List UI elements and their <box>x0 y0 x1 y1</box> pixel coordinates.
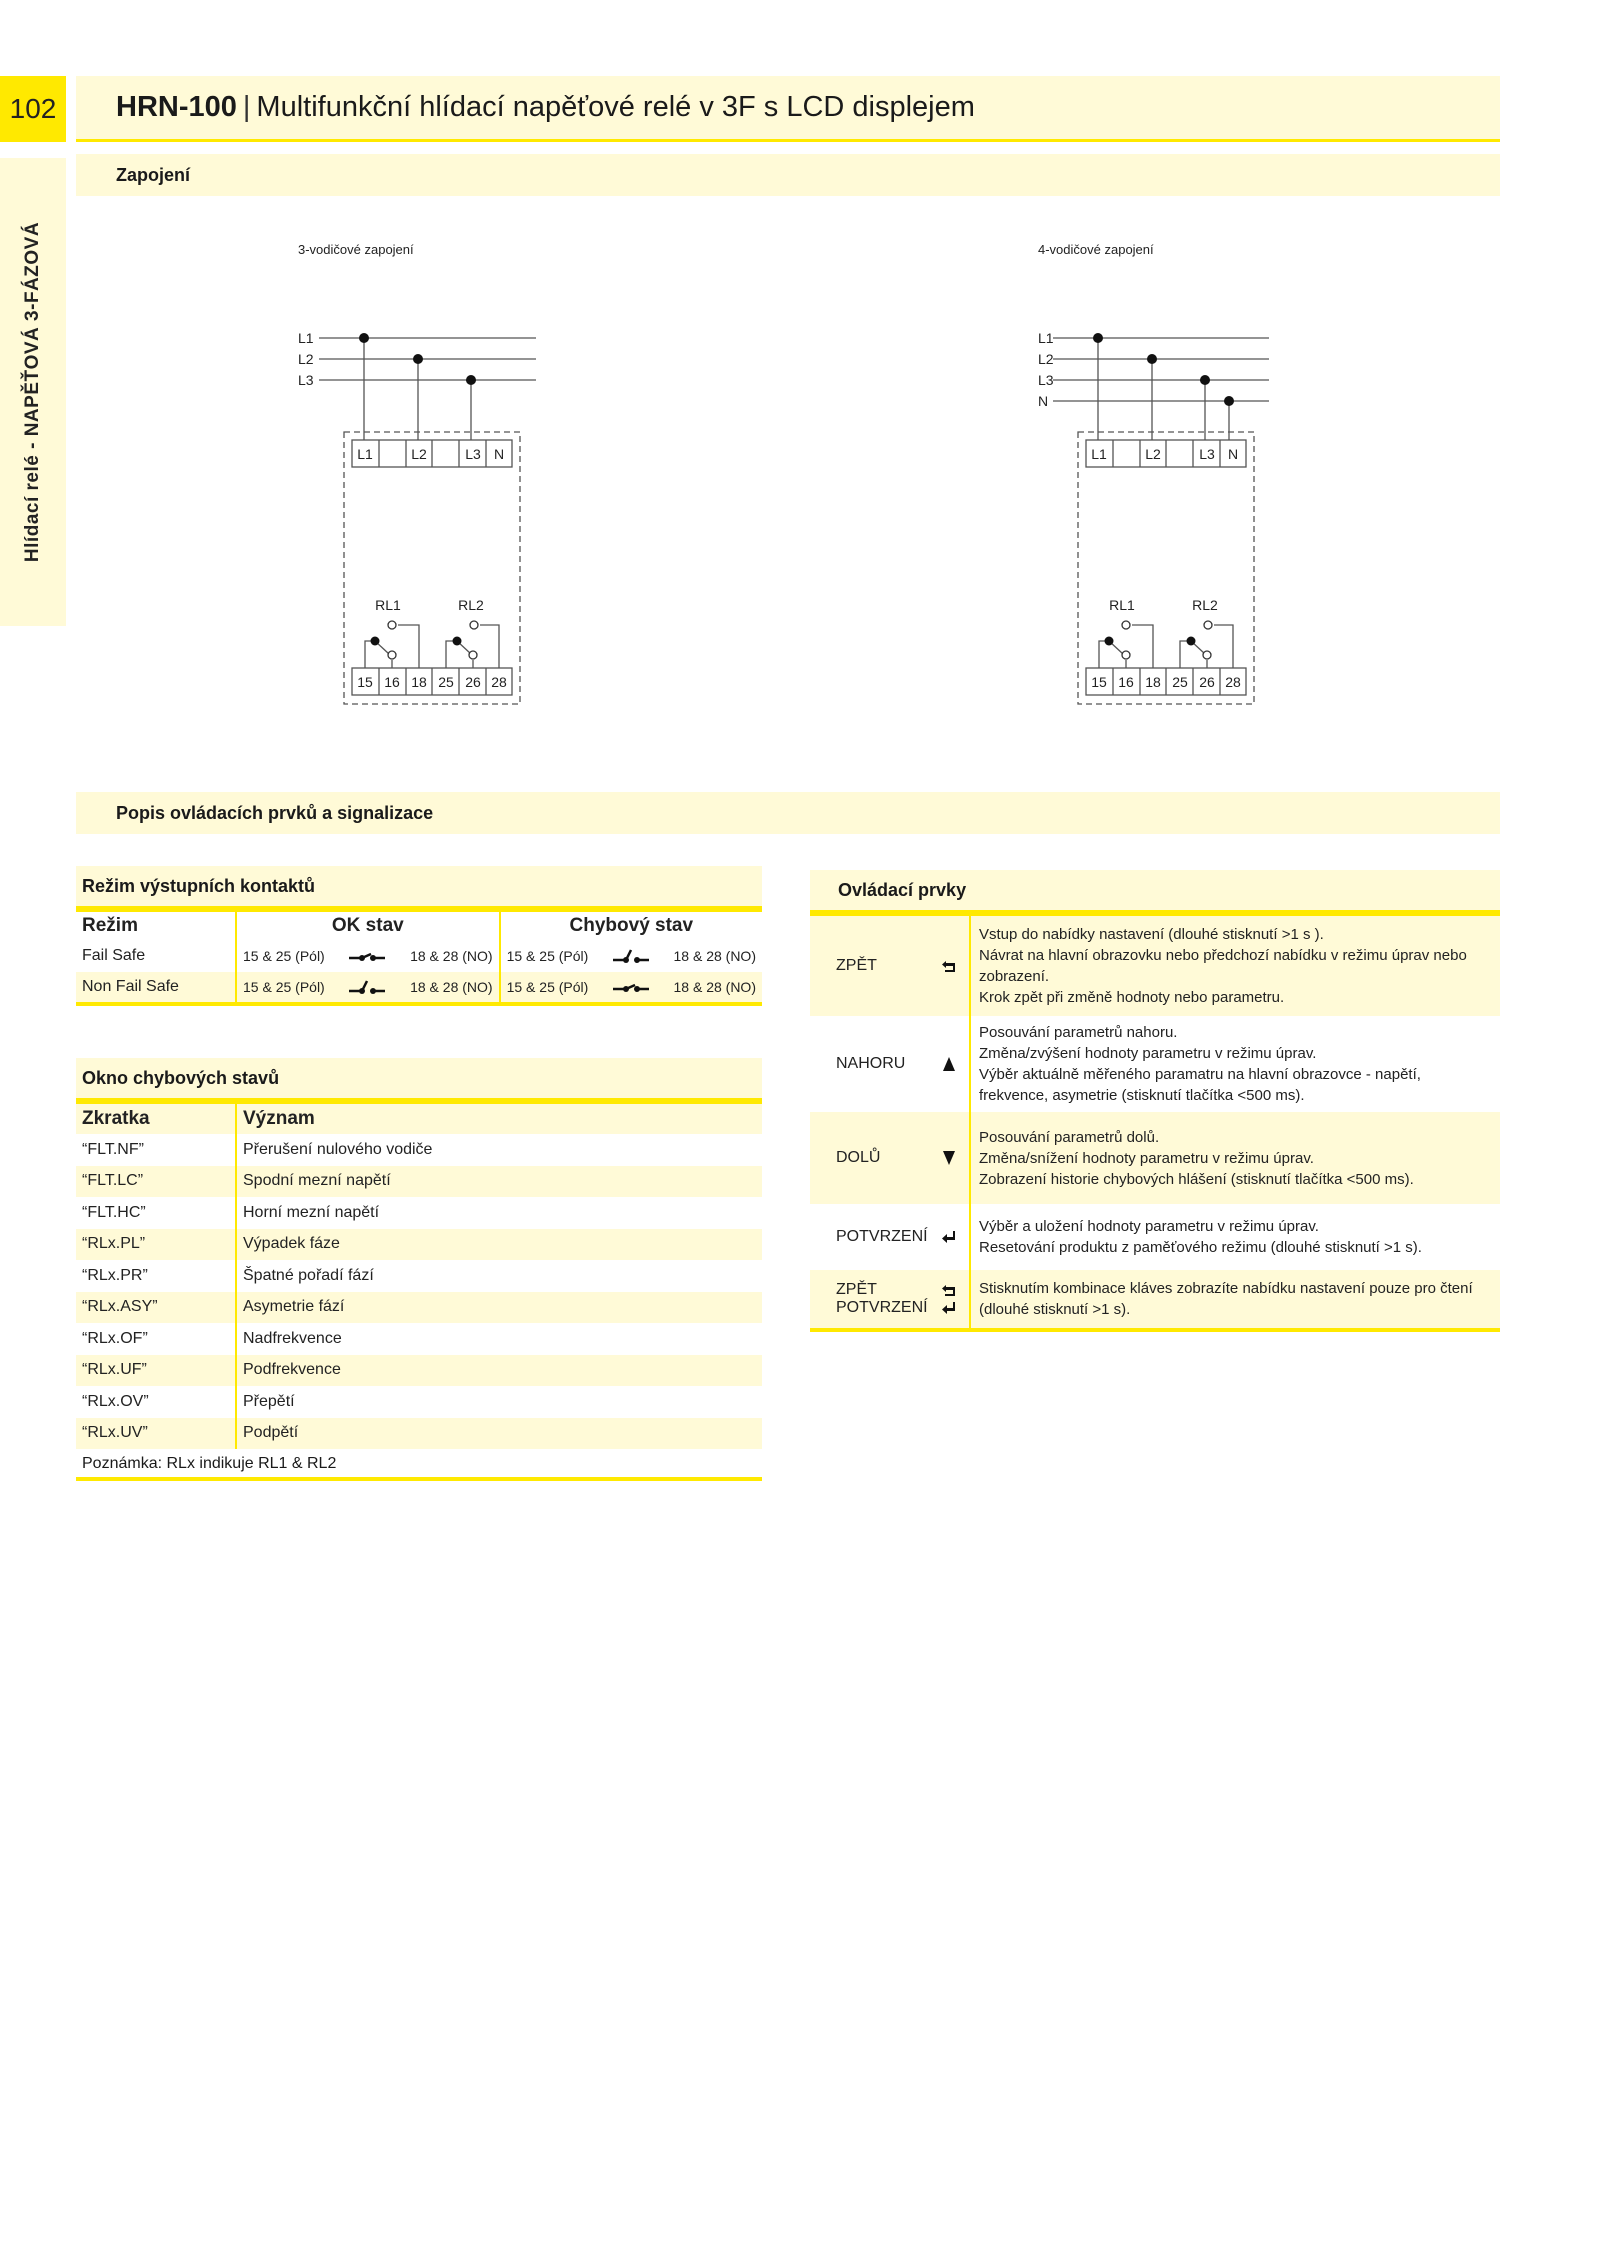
table-row <box>76 1134 762 1166</box>
error-code: “FLT.LC” <box>76 1166 236 1198</box>
switch-open-icon <box>347 980 387 994</box>
output-modes-table <box>76 912 762 1006</box>
table-row <box>76 1292 762 1324</box>
mode-name: Fail Safe <box>82 947 146 964</box>
controls-panel <box>810 870 1500 1332</box>
table-row <box>76 1166 762 1198</box>
diagram-caption: 3-vodičové zapojení <box>298 242 414 257</box>
wiring-diagram-4-wire <box>1036 240 1296 710</box>
control-description-line: Zobrazení historie chybových hlášení (stisknutí tlačítka <500 ms). <box>979 1170 1414 1188</box>
down-arrow-icon <box>941 1150 957 1166</box>
error-meaning: Nadfrekvence <box>236 1323 762 1355</box>
control-row-combo <box>810 1270 1500 1330</box>
svg-text:L1: L1 <box>1038 330 1054 346</box>
svg-text:18: 18 <box>411 674 427 690</box>
page-title <box>76 76 1500 142</box>
error-code: “RLx.PL” <box>76 1229 236 1261</box>
key-label: ZPĚT <box>836 1281 877 1298</box>
header-code: Zkratka <box>76 1104 236 1134</box>
svg-text:18: 18 <box>1145 674 1161 690</box>
header-fault: Chybový stav <box>500 912 762 940</box>
error-window-panel <box>76 1058 762 1481</box>
svg-text:L2: L2 <box>411 446 427 462</box>
svg-text:RL1: RL1 <box>1109 597 1135 613</box>
error-codes-table <box>76 1104 762 1449</box>
table-row <box>76 1323 762 1355</box>
table-row <box>76 1355 762 1387</box>
up-arrow-icon <box>941 1056 957 1072</box>
table-row <box>76 1229 762 1261</box>
switch-closed-icon <box>347 949 387 963</box>
title-text: Multifunkční hlídací napěťové relé v 3F s LCD displejem <box>256 91 975 123</box>
no-label: 18 & 28 (NO) <box>410 979 493 995</box>
control-row-up <box>810 1016 1500 1112</box>
table-row <box>76 1386 762 1418</box>
enter-icon <box>941 1229 957 1245</box>
control-description-line: Krok zpět při změně hodnoty nebo parametru. <box>979 989 1285 1006</box>
table-row <box>76 1418 762 1450</box>
svg-text:26: 26 <box>1199 674 1215 690</box>
control-description-line: Posouvání parametrů dolů. <box>979 1128 1160 1146</box>
error-code: “RLx.OF” <box>82 1329 148 1347</box>
title-model: HRN-100 <box>116 91 237 123</box>
no-label: 18 & 28 (NO) <box>410 948 493 964</box>
key-label: ZPĚT <box>836 957 877 974</box>
svg-text:L3: L3 <box>298 372 314 388</box>
control-description-line: Výběr aktuálně měřeného paramatru na hlavní obrazovce - napětí, frekvence, asymetrie (stisknutí tlačítka <500 ms). <box>979 1066 1421 1104</box>
svg-text:16: 16 <box>1118 674 1134 690</box>
control-row-back <box>810 916 1500 1016</box>
key-label: NAHORU <box>836 1055 906 1072</box>
control-description-line: Výběr a uložení hodnoty parametru v režimu úprav. <box>979 1218 1319 1235</box>
svg-text:RL1: RL1 <box>375 597 401 613</box>
mode-name: Non Fail Safe <box>76 972 236 1004</box>
error-meaning: Asymetrie fází <box>236 1292 762 1324</box>
svg-text:L3: L3 <box>1038 372 1054 388</box>
error-meaning: Horní mezní napětí <box>236 1197 762 1229</box>
back-icon <box>941 958 957 974</box>
svg-text:L2: L2 <box>1145 446 1161 462</box>
control-description-line: Změna/zvýšení hodnoty parametru v režimu úprav. <box>979 1045 1317 1062</box>
section-controls: Popis ovládacích prvků a signalizace <box>76 792 1500 834</box>
pole-label: 15 & 25 (Pól) <box>243 948 325 964</box>
table-row <box>76 1197 762 1229</box>
control-row-down <box>810 1112 1500 1204</box>
svg-text:L3: L3 <box>465 446 481 462</box>
svg-text:N: N <box>493 446 505 462</box>
table-row <box>76 972 762 1004</box>
svg-text:25: 25 <box>438 674 454 690</box>
svg-text:L2: L2 <box>1038 351 1054 367</box>
error-window-title: Okno chybových stavů <box>76 1058 762 1104</box>
error-code: “RLx.UV” <box>76 1418 236 1450</box>
error-code: “FLT.HC” <box>82 1203 146 1221</box>
error-meaning: Podpětí <box>236 1418 762 1450</box>
error-meaning: Výpadek fáze <box>236 1229 762 1261</box>
header-ok: OK stav <box>236 912 500 940</box>
svg-text:26: 26 <box>465 674 481 690</box>
no-label: 18 & 28 (NO) <box>673 948 756 964</box>
output-modes-title: Režim výstupních kontaktů <box>76 866 762 912</box>
pole-label: 15 & 25 (Pól) <box>506 948 589 964</box>
table-row <box>76 940 762 972</box>
error-code: “RLx.PR” <box>82 1266 148 1284</box>
key-label: POTVRZENÍ <box>836 1299 928 1316</box>
output-modes-panel <box>76 866 762 1006</box>
svg-text:N: N <box>1227 446 1239 462</box>
error-meaning: Spodní mezní napětí <box>236 1166 762 1198</box>
error-code: “RLx.OV” <box>82 1392 149 1410</box>
error-note: Poznámka: RLx indikuje RL1 & RL2 <box>76 1449 762 1481</box>
key-label: DOLŮ <box>836 1149 881 1166</box>
error-meaning: Přepětí <box>236 1386 762 1418</box>
pole-label: 15 & 25 (Pól) <box>506 979 589 995</box>
svg-text:L1: L1 <box>357 446 373 462</box>
error-code: “RLx.UF” <box>76 1355 236 1387</box>
svg-text:L2: L2 <box>298 351 314 367</box>
header-meaning: Význam <box>236 1104 762 1134</box>
title-separator: | <box>242 91 251 123</box>
error-meaning: Přerušení nulového vodiče <box>236 1134 762 1166</box>
svg-text:RL2: RL2 <box>458 597 484 613</box>
wiring-schematic <box>1036 240 1296 710</box>
svg-text:L1: L1 <box>1091 446 1107 462</box>
controls-table <box>810 916 1500 1332</box>
side-tab <box>0 158 66 626</box>
control-description-line: Vstup do nabídky nastavení (dlouhé stisknutí >1 s ). <box>979 926 1324 943</box>
wiring-diagram-3-wire <box>296 240 556 710</box>
switch-closed-icon <box>611 980 651 994</box>
pole-label: 15 & 25 (Pól) <box>243 979 325 995</box>
error-code: “FLT.NF” <box>82 1140 144 1158</box>
svg-text:L3: L3 <box>1199 446 1215 462</box>
control-description-line: Návrat na hlavní obrazovku nebo předchozí nabídku v režimu úprav nebo zobrazení. <box>979 947 1467 985</box>
svg-text:28: 28 <box>491 674 507 690</box>
control-description-line: Resetování produktu z paměťového režimu (dlouhé stisknutí >1 s). <box>979 1239 1422 1256</box>
error-meaning: Podfrekvence <box>236 1355 762 1387</box>
key-label: POTVRZENÍ <box>836 1228 928 1245</box>
svg-text:RL2: RL2 <box>1192 597 1218 613</box>
svg-text:L1: L1 <box>298 330 314 346</box>
error-meaning: Špatné pořadí fází <box>236 1260 762 1292</box>
enter-icon <box>941 1300 957 1316</box>
table-row <box>76 1260 762 1292</box>
switch-open-icon <box>611 949 651 963</box>
svg-text:N: N <box>1038 393 1049 409</box>
page-number: 102 <box>0 76 66 142</box>
svg-text:15: 15 <box>357 674 373 690</box>
control-description-line: Posouvání parametrů nahoru. <box>979 1024 1178 1041</box>
control-description-line: Stisknutím kombinace kláves zobrazíte nabídku nastavení pouze pro čtení (dlouhé stisknutí >1 s). <box>979 1280 1473 1318</box>
error-code: “RLx.ASY” <box>76 1292 236 1324</box>
svg-text:15: 15 <box>1091 674 1107 690</box>
svg-text:25: 25 <box>1172 674 1188 690</box>
svg-text:28: 28 <box>1225 674 1241 690</box>
section-wiring: Zapojení <box>76 154 1500 196</box>
control-row-confirm <box>810 1204 1500 1270</box>
wiring-schematic <box>296 240 556 710</box>
no-label: 18 & 28 (NO) <box>673 979 756 995</box>
control-description-line: Změna/snížení hodnoty parametru v režimu úprav. <box>979 1149 1314 1167</box>
controls-title: Ovládací prvky <box>810 870 1500 916</box>
diagram-caption: 4-vodičové zapojení <box>1038 242 1154 257</box>
header-mode: Režim <box>82 915 138 936</box>
svg-text:16: 16 <box>384 674 400 690</box>
side-tab-label: Hlídací relé - NAPĚŤOVÁ 3-FÁZOVÁ <box>22 221 43 563</box>
back-icon <box>941 1282 957 1298</box>
